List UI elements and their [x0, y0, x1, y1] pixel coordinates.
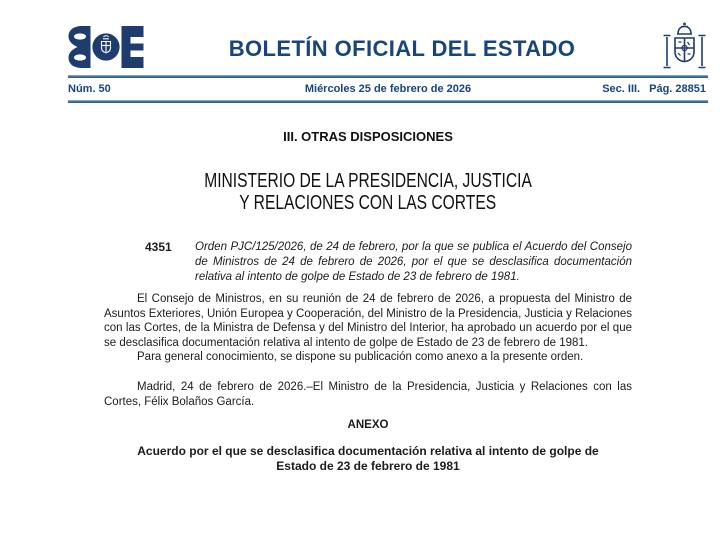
paragraph-2: Para general conocimiento, se dispone su publicación como anexo a la presente orden.	[137, 351, 584, 364]
disposition-item	[104, 240, 632, 285]
ministry-line-1: MINISTERIO DE LA PRESIDENCIA, JUSTICIA	[204, 170, 532, 192]
issue-number: Núm. 50	[68, 83, 111, 95]
issue-date: Miércoles 25 de febrero de 2026	[304, 83, 472, 95]
item-number: 4351	[145, 240, 172, 254]
item-summary: Orden PJC/125/2026, de 24 de febrero, por la que se publica el Acuerdo del Consejo de Ministros de 24 de febrero de 2026, por el que se desclasifica documentación relativa al intento de golpe de Estado de 23 de febrero de 1981.	[195, 241, 632, 283]
header-top-row	[68, 23, 708, 75]
paragraph-signature: Madrid, 24 de febrero de 2026.–El Ministro de la Presidencia, Justicia y Relaciones con las Cortes, Félix Bolaños García.	[104, 380, 632, 408]
annex-label: ANEXO	[347, 419, 389, 432]
boe-logo-icon	[68, 26, 144, 68]
section-heading: III. OTRAS DISPOSICIONES	[283, 129, 453, 144]
coat-of-arms	[660, 21, 708, 78]
ministry-line-2: Y RELACIONES CON LAS CORTES	[239, 192, 497, 214]
page-header	[0, 23, 720, 103]
header-meta-row	[68, 78, 708, 100]
coat-of-arms-icon	[661, 21, 708, 73]
paragraph-1: El Consejo de Ministros, en su reunión de 24 de febrero de 2026, a propuesta del Ministro de Asuntos Exteriores, Unión Europea y Cooperación, del Ministro de la Presidencia, Justicia y Relaciones con las Cortes, de la Ministra de Defensa y del Ministro del Interior, ha aprobado un acuerdo por el que se desclasifica documentación relativa al intento de golpe de Estado de 23 de febrero de 1981.	[104, 293, 632, 349]
boe-logo	[68, 26, 144, 73]
page-number: Pág. 28851	[649, 83, 706, 95]
section-label: Sec. III.	[602, 83, 641, 95]
section-page	[602, 83, 706, 95]
gazette-title: BOLETÍN OFICIAL DEL ESTADO	[228, 36, 576, 61]
annex-heading: Acuerdo por el que se desclasifica documentación relativa al intento de golpe de Estado de 23 de febrero de 1981	[137, 444, 599, 474]
document-body	[0, 129, 720, 474]
header-rule-bottom	[68, 100, 708, 103]
ministry-heading	[104, 170, 632, 214]
